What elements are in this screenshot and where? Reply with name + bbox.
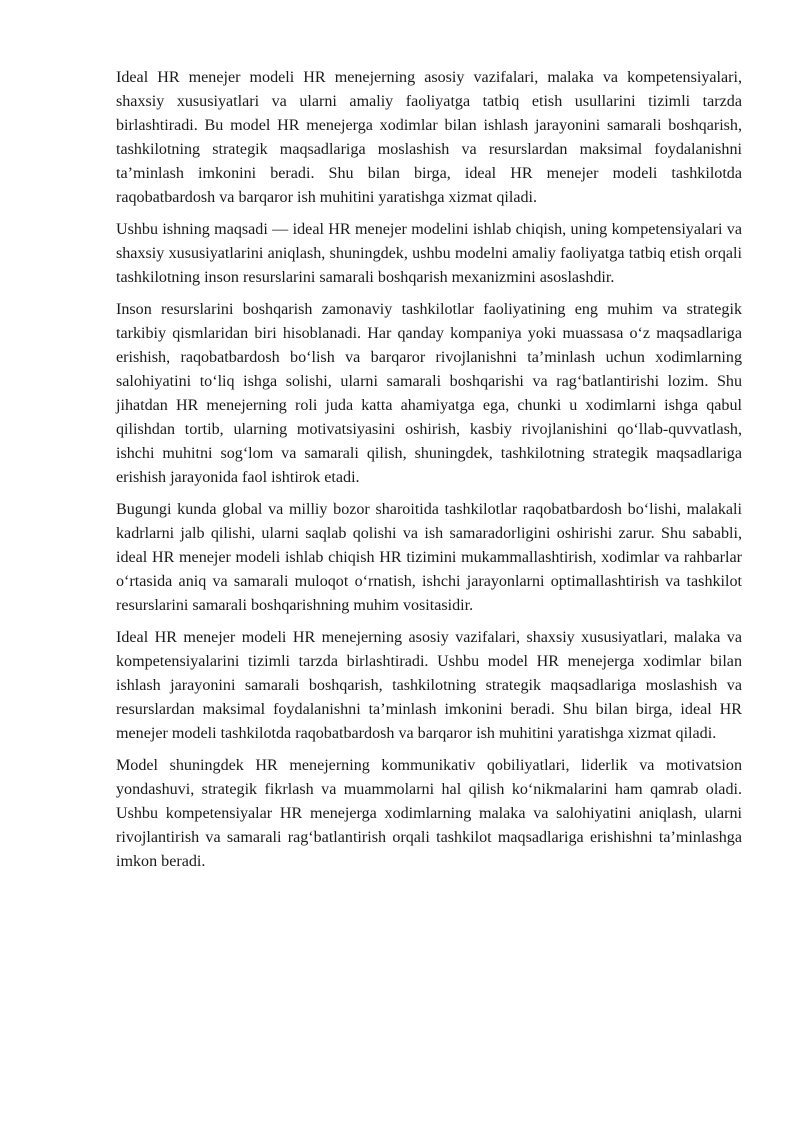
paragraph-6: Model shuningdek HR menejerning kommunikativ qobiliyatlari, liderlik va motivatsion yondashuvi, strategik fikrlash va muammolarni hal qilish ko‘nikmalarini ham qamrab oladi. Ushbu kompetensiyalar HR menejerga xodimlarning malaka va salohiyatini aniqlash, ularni rivojlantirish va samarali rag‘batlantirish orqali tashkilot maqsadlariga erishishni ta’minlashga imkon beradi.: [116, 757, 742, 871]
paragraph-5: Ideal HR menejer modeli HR menejerning asosiy vazifalari, shaxsiy xususiyatlari, malaka va kompetensiyalarini tizimli tarzda birlashtiradi. Ushbu model HR menejerga xodimlar bilan ishlash jarayonini samarali boshqarish, tashkilotning strategik maqsadlariga moslashish va resurslardan maksimal foydalanishni ta’minlash imkonini beradi. Shu bilan birga, ideal HR menejer modeli tashkilotda raqobatbardosh va barqaror ish muhitini yaratishga xizmat qiladi.: [116, 629, 742, 742]
paragraph-4: Bugungi kunda global va milliy bozor sharoitida tashkilotlar raqobatbardosh bo‘lishi, malakali kadrlarni jalb qilishi, ularni saqlab qolishi va ish samaradorligini oshirishi zarur. Shu sababli, ideal HR menejer modeli ishlab chiqish HR tizimini mukammallashtirish, xodimlar va rahbarlar o‘rtasida aniq va samarali muloqot o‘rnatish, ishchi jarayonlarni optimallashtirish va tashkilot resurslarini samarali boshqarishning muhim vositasidir.: [116, 501, 742, 614]
paragraph-3: Inson resurslarini boshqarish zamonaviy tashkilotlar faoliyatining eng muhim va strategik tarkibiy qismlaridan biri hisoblanadi. Har qanday kompaniya yoki muassasa o‘z maqsadlariga erishish, raqobatbardosh bo‘lish va barqaror rivojlanishni ta’minlash uchun xodimlarning salohiyatini to‘liq ishga solishi, ularni samarali boshqarishi va rag‘batlantirishi lozim. Shu jihatdan HR menejerning roli juda katta ahamiyatga ega, chunki u xodimlarni ishga qabul qilishdan tortib, ularning motivatsiyasini oshirish, kasbiy rivojlanishini qo‘llab-quvvatlash, ishchi muhitni sog‘lom va samarali qilish, shuningdek, tashkilotning strategik maqsadlariga erishish jarayonida faol ishtirok etadi.: [116, 301, 742, 486]
paragraph-1: Ideal HR menejer modeli HR menejerning asosiy vazifalari, malaka va kompetensiyalari, shaxsiy xususiyatlari va ularni amaliy faoliyatga tatbiq etish usullarini tizimli tarzda birlashtiradi. Bu model HR menejerga xodimlar bilan ishlash jarayonini samarali boshqarish, tashkilotning strategik maqsadlariga moslashish va resurslardan maksimal foydalanishni ta’minlash imkonini beradi. Shu bilan birga, ideal HR menejer modeli tashkilotda raqobatbardosh va barqaror ish muhitini yaratishga xizmat qiladi.: [116, 69, 742, 206]
paragraph-2: Ushbu ishning maqsadi — ideal HR menejer modelini ishlab chiqish, uning kompetensiyalari va shaxsiy xususiyatlarini aniqlash, shuningdek, ushbu modelni amaliy faoliyatga tatbiq etish orqali tashkilotning inson resurslarini samarali boshqarish mexanizmini asoslashdir.: [116, 221, 742, 286]
document-page: [116, 66, 742, 883]
